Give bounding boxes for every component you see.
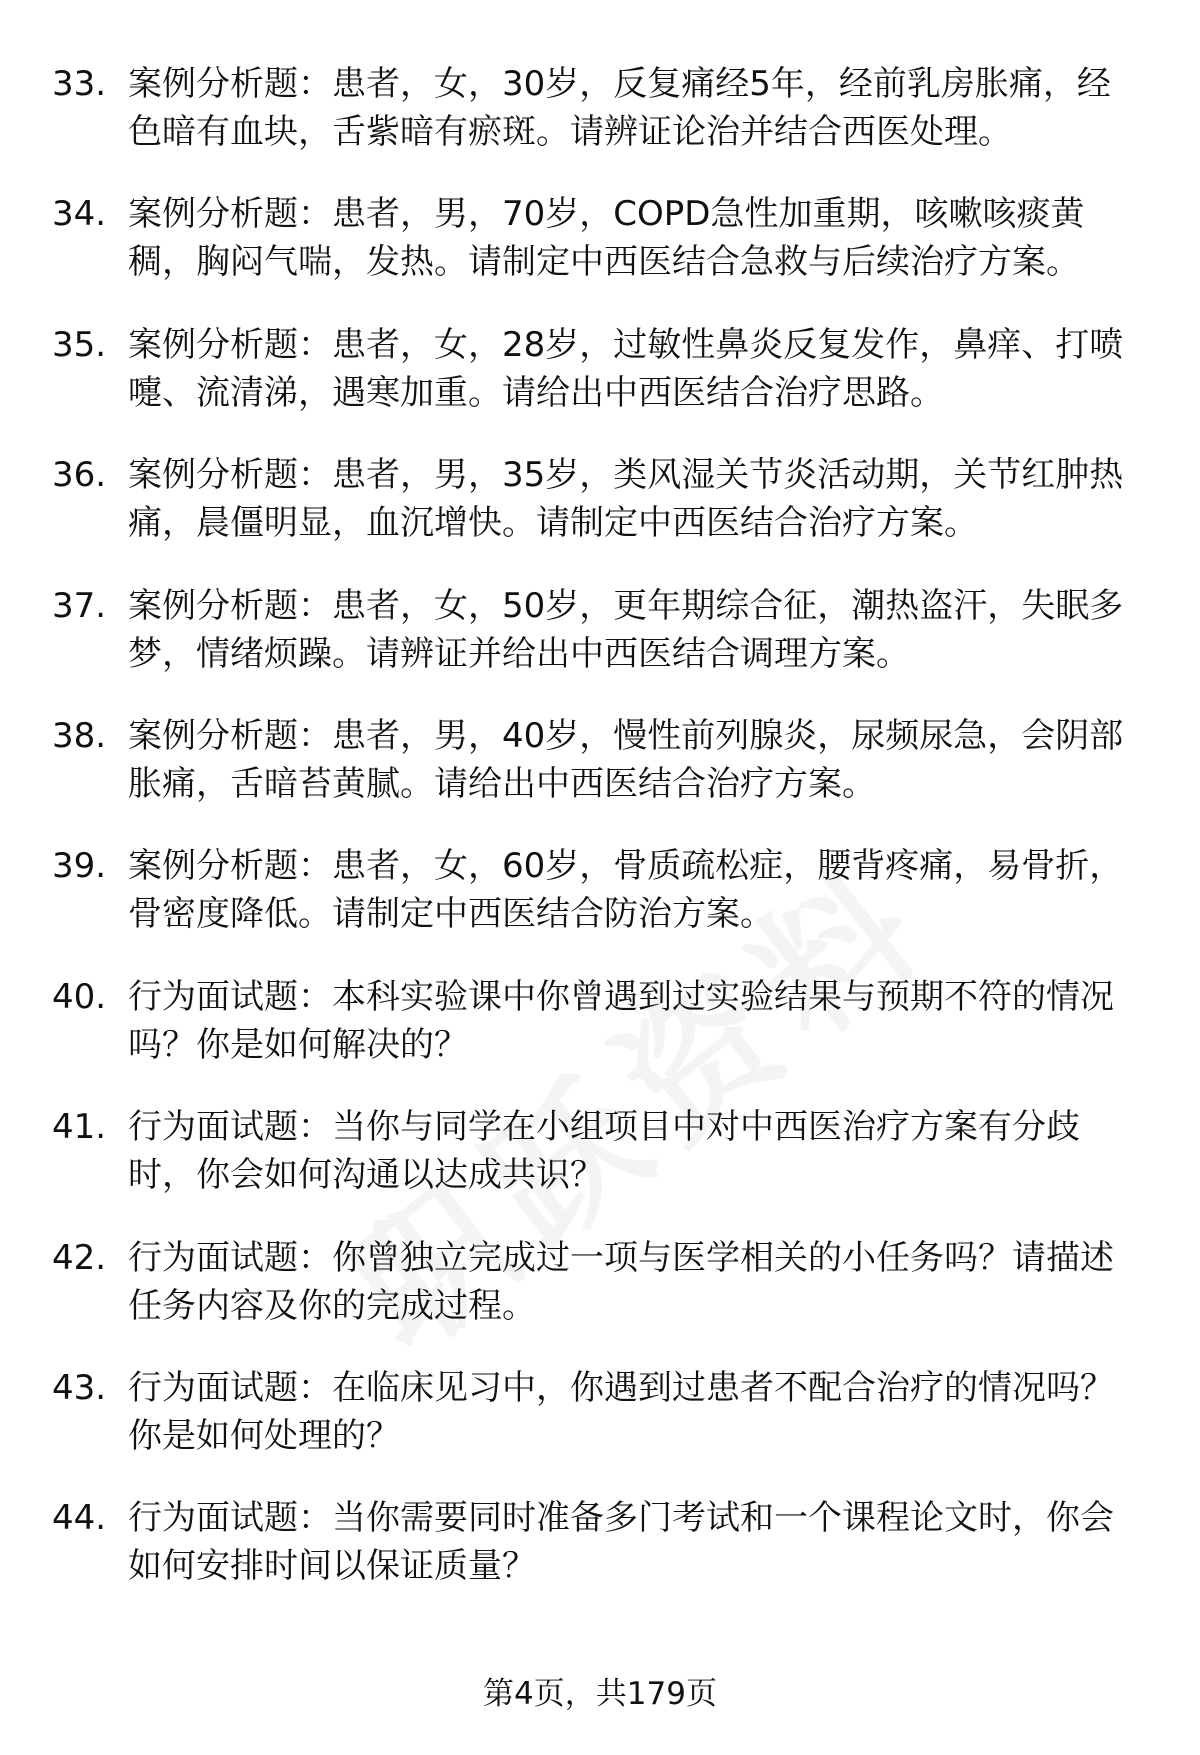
question-text: 案例分析题：患者，女，50岁，更年期综合征，潮热盗汗，失眠多梦，情绪烦躁。请辨证并给出中西医结合调理方案。 xyxy=(128,585,1124,674)
question-item xyxy=(52,1234,1142,1344)
question-number: 39. xyxy=(52,846,107,887)
question-number: 38. xyxy=(52,715,107,756)
question-item xyxy=(52,1364,1142,1474)
question-text: 案例分析题：患者，女，28岁，过敏性鼻炎反复发作，鼻痒、打喷嚏、流清涕，遇寒加重。请给出中西医结合治疗思路。 xyxy=(128,324,1124,413)
question-number: 41. xyxy=(52,1107,107,1148)
question-text: 行为面试题：当你与同学在小组项目中对中西医治疗方案有分歧时，你会如何沟通以达成共识？ xyxy=(128,1107,1080,1196)
question-number: 43. xyxy=(52,1367,107,1408)
question-number: 34. xyxy=(52,194,107,235)
question-text: 案例分析题：患者，男，35岁，类风湿关节炎活动期，关节红肿热痛，晨僵明显，血沉增快。请制定中西医结合治疗方案。 xyxy=(128,455,1124,544)
question-item xyxy=(52,1103,1142,1213)
question-item xyxy=(52,1494,1142,1604)
question-number: 42. xyxy=(52,1237,107,1278)
question-number: 44. xyxy=(52,1498,107,1539)
question-text: 行为面试题：本科实验课中你曾遇到过实验结果与预期不符的情况吗？你是如何解决的？ xyxy=(128,976,1114,1065)
question-item xyxy=(52,842,1142,952)
question-list xyxy=(52,60,1142,1625)
question-item xyxy=(52,451,1142,561)
question-number: 35. xyxy=(52,324,107,365)
question-item xyxy=(52,712,1142,822)
question-text: 行为面试题：当你需要同时准备多门考试和一个课程论文时，你会如何安排时间以保证质量？ xyxy=(128,1498,1114,1587)
question-text: 行为面试题：你曾独立完成过一项与医学相关的小任务吗？请描述任务内容及你的完成过程。 xyxy=(128,1237,1114,1326)
question-text: 案例分析题：患者，男，70岁，COPD急性加重期，咳嗽咳痰黄稠，胸闷气喘，发热。请制定中西医结合急救与后续治疗方案。 xyxy=(128,194,1085,283)
question-text: 案例分析题：患者，男，40岁，慢性前列腺炎，尿频尿急，会阴部胀痛，舌暗苔黄腻。请给出中西医结合治疗方案。 xyxy=(128,715,1124,804)
question-item xyxy=(52,582,1142,692)
question-item xyxy=(52,973,1142,1083)
question-text: 案例分析题：患者，女，60岁，骨质疏松症，腰背疼痛，易骨折，骨密度降低。请制定中西医结合防治方案。 xyxy=(128,846,1124,935)
question-item xyxy=(52,60,1142,170)
question-number: 40. xyxy=(52,976,107,1017)
question-item xyxy=(52,190,1142,300)
question-number: 36. xyxy=(52,455,107,496)
question-text: 案例分析题：患者，女，30岁，反复痛经5年，经前乳房胀痛，经色暗有血块，舌紫暗有瘀斑。请辨证论治并结合西医处理。 xyxy=(128,64,1111,152)
page-footer: 第4页，共179页 xyxy=(483,1676,717,1712)
question-number: 33. xyxy=(52,64,107,104)
question-number: 37. xyxy=(52,585,107,626)
question-text: 行为面试题：在临床见习中，你遇到过患者不配合治疗的情况吗？你是如何处理的？ xyxy=(128,1367,1114,1456)
question-item xyxy=(52,321,1142,431)
